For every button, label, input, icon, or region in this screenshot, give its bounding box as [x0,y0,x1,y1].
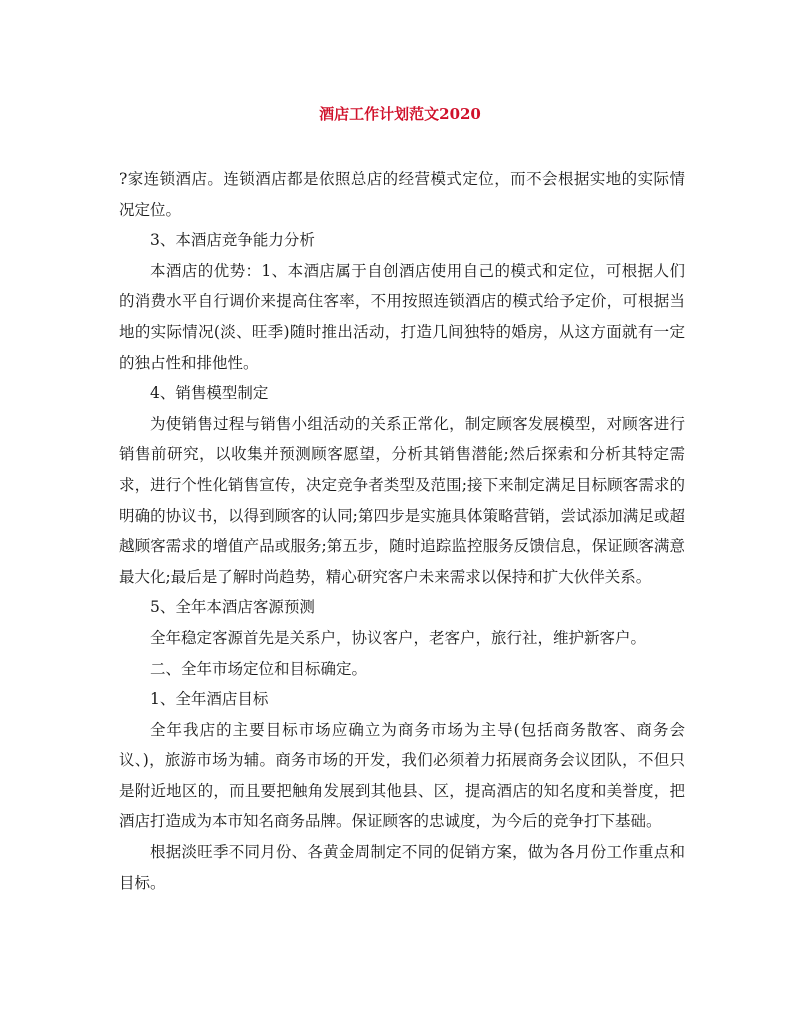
document-title: 酒店工作计划范文2020 [319,105,481,123]
section-heading: 3、本酒店竞争能力分析 [150,231,315,250]
paragraph: 本酒店的优势：1、本酒店属于自创酒店使用自己的模式和定位，可根据人们的消费水平自行调价来提高住客率，不用按照连锁酒店的模式给予定价，可根据当地的实际情况(淡、旺季)随时推出活动，打造几间独特的婚房，从这方面就有一定的独占性和排他性。 [119,261,685,372]
paragraph: 全年稳定客源首先是关系户，协议客户，老客户，旅行社，维护新客户。 [150,628,647,647]
paragraph: 全年我店的主要目标市场应确立为商务市场为主导(包括商务散客、商务会议、)，旅游市场为辅。商务市场的开发，我们必须着力拓展商务会议团队，不但只是附近地区的，而且要把触角发展到其他县、区，提高酒店的知名度和美誉度，把酒店打造成为本市知名商务品牌。保证顾客的忠诚度，为今后的竞争打下基础。 [119,720,685,831]
section-heading: 1、全年酒店目标 [150,690,269,709]
document-body [119,164,685,898]
section-heading: 4、销售模型制定 [150,384,269,403]
paragraph: ?家连锁酒店。连锁酒店都是依照总店的经营模式定位，而不会根据实地的实际情况定位。 [119,170,685,219]
section-heading: 二、全年市场定位和目标确定。 [150,659,368,678]
paragraph: 根据淡旺季不同月份、各黄金周制定不同的促销方案，做为各月份工作重点和目标。 [119,843,685,892]
section-heading: 5、全年本酒店客源预测 [150,598,315,617]
paragraph: 为使销售过程与销售小组活动的关系正常化，制定顾客发展模型，对顾客进行销售前研究，以收集并预测顾客愿望，分析其销售潜能;然后探索和分析其特定需求，进行个性化销售宣传，决定竞争者类型及范围;接下来制定满足目标顾客需求的明确的协议书，以得到顾客的认同;第四步是实施具体策略营销，尝试添加满足或超越顾客需求的增值产品或服务;第五步，随时追踪监控服务反馈信息，保证顾客满意最大化;最后是了解时尚趋势，精心研究客户未来需求以保持和扩大伙伴关系。 [119,414,685,586]
